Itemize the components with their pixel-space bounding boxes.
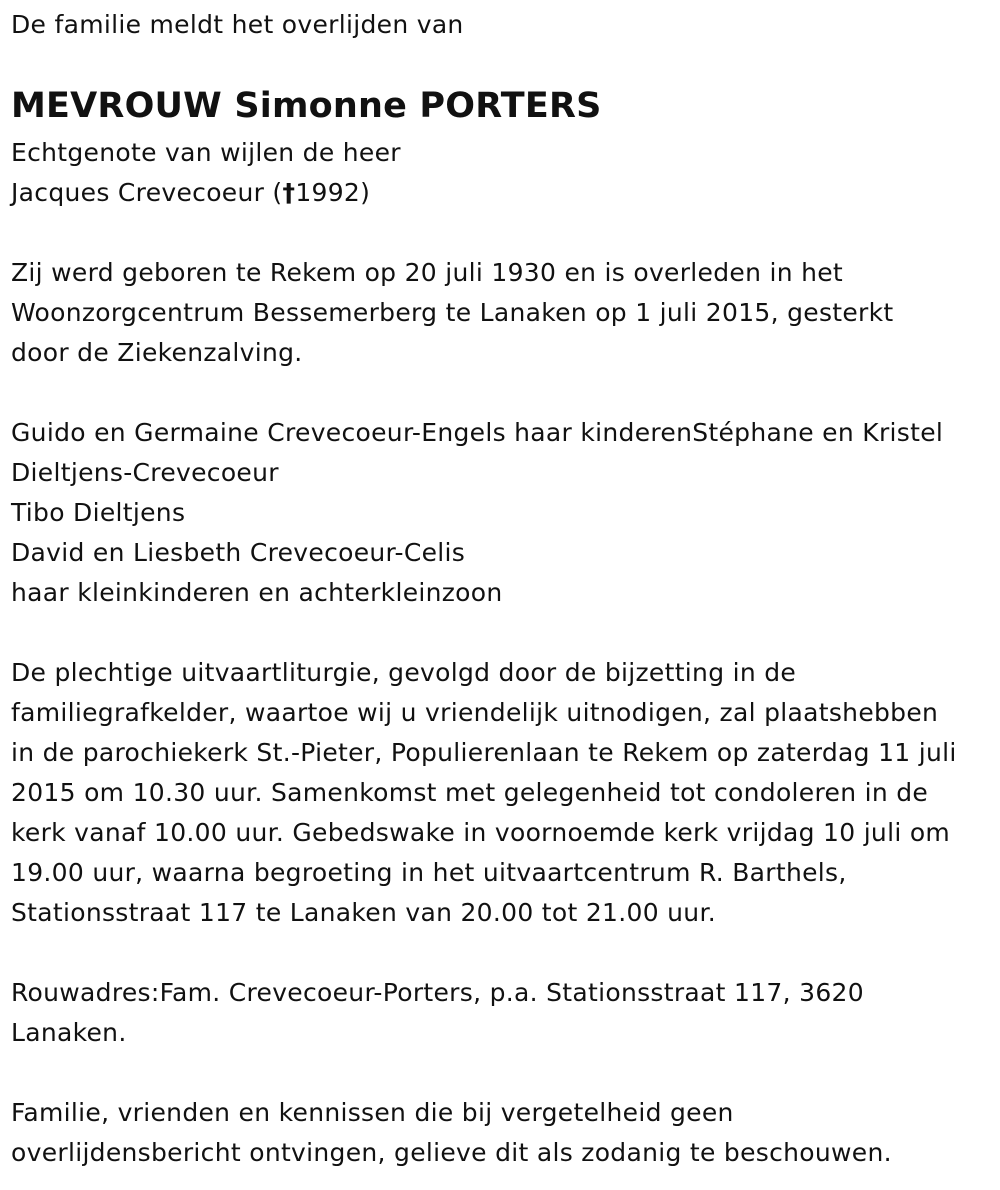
ceremony-paragraph (11, 653, 957, 933)
family-line: David en Liesbeth Crevecoeur-Celis (11, 538, 466, 567)
paragraph-line: in de parochiekerk St.-Pieter, Populierenlaan te Rekem op zaterdag 11 juli (11, 738, 957, 767)
address-line: Lanaken. (11, 1018, 127, 1047)
closing-notice (11, 1093, 892, 1173)
family-line: Guido en Germaine Crevecoeur-Engels haar kinderenStéphane en Kristel (11, 418, 944, 447)
birth-death-paragraph (11, 253, 894, 373)
paragraph-line: Stationsstraat 117 te Lanaken van 20.00 tot 21.00 uur. (11, 898, 716, 927)
paragraph-line: De plechtige uitvaartliturgie, gevolgd door de bijzetting in de (11, 658, 797, 687)
deceased-name: MEVROUW Simonne PORTERS (11, 86, 602, 126)
paragraph-line: Zij werd geboren te Rekem op 20 juli 1930 en is overleden in het (11, 258, 844, 287)
spouse-line-1: Echtgenote van wijlen de heer (11, 138, 401, 167)
spouse-name-text: Jacques Crevecoeur ( (11, 178, 283, 207)
paragraph-line: door de Ziekenzalving. (11, 338, 303, 367)
paragraph-line: overlijdensbericht ontvingen, gelieve dit als zodanig te beschouwen. (11, 1138, 892, 1167)
paragraph-line: 2015 om 10.30 uur. Samenkomst met gelegenheid tot condoleren in de (11, 778, 929, 807)
spouse-section (11, 133, 401, 213)
paragraph-line: 19.00 uur, waarna begroeting in het uitvaartcentrum R. Barthels, (11, 858, 847, 887)
family-line: haar kleinkinderen en achterkleinzoon (11, 578, 503, 607)
cross-icon: † (282, 178, 296, 207)
family-list (11, 413, 943, 613)
paragraph-line: Familie, vrienden en kennissen die bij vergetelheid geen (11, 1098, 734, 1127)
family-line: Tibo Dieltjens (11, 498, 186, 527)
paragraph-line: kerk vanaf 10.00 uur. Gebedswake in voornoemde kerk vrijdag 10 juli om (11, 818, 951, 847)
spouse-line-2 (11, 173, 401, 213)
family-line: Dieltjens-Crevecoeur (11, 458, 279, 487)
paragraph-line: familiegrafkelder, waartoe wij u vriendelijk uitnodigen, zal plaatshebben (11, 698, 939, 727)
intro-text: De familie meldt het overlijden van (11, 10, 464, 39)
spouse-death-year: 1992) (295, 178, 371, 207)
paragraph-line: Woonzorgcentrum Bessemerberg te Lanaken op 1 juli 2015, gesterkt (11, 298, 894, 327)
mourning-address (11, 973, 864, 1053)
address-line: Rouwadres:Fam. Crevecoeur-Porters, p.a. Stationsstraat 117, 3620 (11, 978, 864, 1007)
